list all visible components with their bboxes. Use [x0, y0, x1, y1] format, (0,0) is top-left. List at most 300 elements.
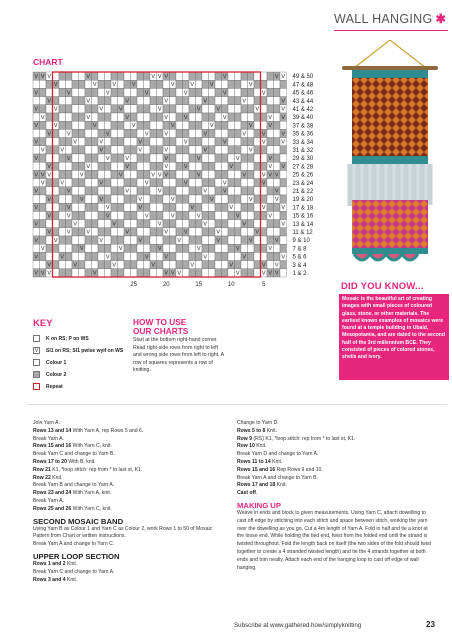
chart-slip-symbol: V [170, 270, 175, 277]
chart-cell [59, 228, 66, 236]
row-label: Rows 23 and 24 [33, 490, 72, 497]
chart-cell [254, 203, 261, 211]
chart-slip-symbol: V [34, 123, 39, 130]
chart-slip-symbol: V [242, 172, 247, 179]
chart-cell [189, 236, 196, 244]
chart-cell [183, 170, 190, 178]
chart-cell [46, 88, 53, 96]
chart-cell [209, 129, 216, 137]
chart-cell [118, 97, 125, 105]
chart-cell [98, 129, 105, 137]
chart-slip-symbol: V [209, 123, 214, 130]
chart-cell [170, 203, 177, 211]
chart-cell [261, 252, 268, 260]
chart-cell [111, 146, 118, 154]
chart-cell [53, 138, 60, 146]
chart-cell [228, 244, 235, 252]
chart-slip-symbol: V [268, 155, 273, 162]
chart-cell [163, 244, 170, 252]
chart-cell [196, 121, 203, 129]
chart-cell [209, 162, 216, 170]
chart-cell [241, 269, 248, 277]
chart-cell [92, 261, 99, 269]
chart-cell [267, 236, 274, 244]
chart-cell [157, 162, 164, 170]
chart-cell [33, 113, 40, 121]
chart-cell [189, 129, 196, 137]
chart-cell [228, 236, 235, 244]
chart-cell [137, 88, 144, 96]
chart-cell [124, 170, 131, 178]
chart-row-label: 37 & 38 [292, 123, 314, 130]
chart-cell [163, 80, 170, 88]
chart-cell [33, 179, 40, 187]
chart-cell [59, 269, 66, 277]
chart-cell [137, 170, 144, 178]
chart-slip-symbol: V [281, 73, 286, 80]
chart-cell [267, 187, 274, 195]
chart-cell [248, 170, 255, 178]
chart-cell [228, 138, 235, 146]
chart-cell [183, 105, 190, 113]
chart-slip-symbol: V [164, 164, 169, 171]
chart-cell [72, 236, 79, 244]
chart-cell [144, 72, 151, 80]
chart-cell [183, 121, 190, 129]
chart-cell [183, 220, 190, 228]
chart-cell [235, 252, 242, 260]
chart-slip-symbol: V [281, 139, 286, 146]
row-label: Rows 15 and 16 [33, 443, 72, 450]
chart-slip-symbol: V [274, 73, 279, 80]
chart-cell [183, 261, 190, 269]
chart-cell [53, 97, 60, 105]
chart-cell [274, 228, 281, 236]
chart-cell [53, 162, 60, 170]
chart-slip-symbol: V [203, 254, 208, 261]
chart-cell [202, 113, 209, 121]
chart-cell [137, 244, 144, 252]
chart-cell [163, 220, 170, 228]
chart-cell [33, 211, 40, 219]
chart-cell [222, 244, 229, 252]
chart-slip-symbol: V [47, 213, 52, 220]
chart-cell [118, 179, 125, 187]
chart-col-label: 20 [162, 282, 170, 288]
chart-cell [196, 138, 203, 146]
chart-slip-symbol: V [34, 106, 39, 113]
chart-cell [248, 269, 255, 277]
chart-cell [189, 195, 196, 203]
key-item-slip: V Sl1 on RS; Sl1 pwise wyif on WS [34, 348, 124, 355]
chart-cell [46, 244, 53, 252]
chart-cell [267, 72, 274, 80]
chart-cell [183, 244, 190, 252]
chart-slip-symbol: V [164, 229, 169, 236]
chart-cell [144, 105, 151, 113]
chart-cell [111, 113, 118, 121]
chart-cell [144, 170, 151, 178]
chart-cell [196, 162, 203, 170]
chart-cell [150, 97, 157, 105]
chart-slip-symbol: V [164, 131, 169, 138]
chart-cell [79, 154, 86, 162]
chart-cell [209, 97, 216, 105]
chart-cell [209, 138, 216, 146]
chart-cell [118, 80, 125, 88]
chart-cell [196, 203, 203, 211]
did-you-know-body: Mosaic is the beautiful art of creating images with small pieces of coloured glass, stone, or other materials. The earliest known examples of mosaics were found at a temple building in Ubaid, Mesopotamia, and are dated to the second half of the 3rd millennium BCE. They consisted of pieces of colored stones, shells and ivory. [342, 296, 446, 361]
chart-cell [248, 154, 255, 162]
chart-cell [189, 113, 196, 121]
chart-slip-symbol: V [248, 123, 253, 130]
chart-cell [124, 138, 131, 146]
chart-cell [66, 80, 73, 88]
chart-cell [131, 244, 138, 252]
mosaic-chart [28, 70, 328, 288]
chart-cell [118, 269, 125, 277]
chart-cell [137, 113, 144, 121]
chart-cell [196, 261, 203, 269]
chart-cell [202, 236, 209, 244]
chart-slip-symbol: V [86, 229, 91, 236]
chart-cell [189, 211, 196, 219]
instruction-line: Rows 13 and 14 With Yarn A, rep Rows 5 and 6. [33, 427, 144, 434]
chart-cell [215, 203, 222, 211]
chart-row-label: 17 & 18 [292, 205, 314, 212]
chart-slip-symbol: V [79, 246, 84, 253]
chart-cell [163, 211, 170, 219]
chart-cell [176, 228, 183, 236]
chart-cell [261, 220, 268, 228]
chart-cell [79, 97, 86, 105]
chart-cell [215, 88, 222, 96]
chart-cell [222, 121, 229, 129]
chart-cell [189, 179, 196, 187]
chart-cell [85, 187, 92, 195]
chart-cell [228, 252, 235, 260]
chart-cell [228, 121, 235, 129]
chart-cell [280, 154, 287, 162]
chart-cell [98, 88, 105, 96]
chart-cell [92, 88, 99, 96]
instruction-line: Break Yarn D and change to Yarn A. [237, 451, 319, 458]
chart-cell [176, 195, 183, 203]
chart-cell [40, 154, 47, 162]
chart-cell [183, 80, 190, 88]
chart-cell [261, 121, 268, 129]
chart-cell [92, 228, 99, 236]
chart-cell [85, 244, 92, 252]
chart-cell [157, 80, 164, 88]
chart-cell [228, 97, 235, 105]
instruction-line: Break Yarn C and change to Yarn A. [33, 568, 115, 575]
chart-cell [215, 162, 222, 170]
chart-slip-symbol: V [73, 221, 78, 228]
chart-slip-symbol: V [86, 73, 91, 80]
chart-cell [209, 203, 216, 211]
chart-cell [209, 261, 216, 269]
instruction-line: Row 9 (RS) K1, *loop stitch: rep from * to last st, K1. [237, 435, 356, 442]
row-label: Row 10 [237, 443, 255, 450]
chart-cell [274, 252, 281, 260]
chart-cell [222, 105, 229, 113]
chart-cell [124, 220, 131, 228]
instructions-left [33, 420, 228, 584]
chart-slip-symbol: V [138, 237, 143, 244]
chart-cell [118, 138, 125, 146]
chart-cell [59, 187, 66, 195]
chart-cell [40, 129, 47, 137]
chart-cell [209, 187, 216, 195]
chart-cell [92, 236, 99, 244]
chart-cell [235, 261, 242, 269]
chart-slip-symbol: V [112, 221, 117, 228]
chart-cell [196, 97, 203, 105]
chart-cell [66, 220, 73, 228]
chart-cell [196, 129, 203, 137]
chart-cell [274, 203, 281, 211]
chart-cell [170, 72, 177, 80]
instruction-line: Break Yarn A and change to Yarn C. [33, 541, 115, 548]
chart-cell [157, 228, 164, 236]
chart-cell [111, 162, 118, 170]
chart-row-label: 35 & 36 [292, 131, 314, 138]
chart-cell [111, 154, 118, 162]
chart-cell [137, 220, 144, 228]
chart-cell [53, 269, 60, 277]
chart-slip-symbol: V [242, 131, 247, 138]
chart-cell [137, 154, 144, 162]
chart-cell [59, 203, 66, 211]
chart-cell [111, 195, 118, 203]
chart-slip-symbol: V [209, 82, 214, 89]
chart-cell [124, 261, 131, 269]
chart-cell [235, 203, 242, 211]
chart-slip-symbol: V [105, 213, 110, 220]
chart-cell [111, 72, 118, 80]
chart-slip-symbol: V [99, 139, 104, 146]
chart-cell [241, 72, 248, 80]
chart-cell [72, 121, 79, 129]
chart-cell [228, 228, 235, 236]
chart-cell [59, 129, 66, 137]
chart-cell [144, 220, 151, 228]
chart-cell [46, 80, 53, 88]
chart-cell [150, 203, 157, 211]
chart-cell [183, 269, 190, 277]
chart-slip-symbol: V [196, 106, 201, 113]
chart-cell [228, 269, 235, 277]
chart-slip-symbol: V [99, 196, 104, 203]
chart-cell [118, 195, 125, 203]
chart-cell [40, 195, 47, 203]
chart-cell [170, 113, 177, 121]
chart-slip-symbol: V [34, 221, 39, 228]
chart-cell [137, 97, 144, 105]
chart-cell [98, 220, 105, 228]
chart-cell [209, 269, 216, 277]
chart-cell [209, 244, 216, 252]
chart-slip-symbol: V [34, 172, 39, 179]
chart-slip-symbol: V [144, 131, 149, 138]
chart-cell [124, 195, 131, 203]
chart-cell [131, 72, 138, 80]
chart-slip-symbol: V [66, 205, 71, 212]
chart-cell [176, 97, 183, 105]
chart-slip-symbol: V [118, 172, 123, 179]
chart-cell [248, 179, 255, 187]
chart-cell [59, 261, 66, 269]
chart-slip-symbol: V [261, 180, 266, 187]
chart-cell [124, 244, 131, 252]
chart-cell [274, 220, 281, 228]
chart-cell [150, 187, 157, 195]
chart-cell [105, 80, 112, 88]
chart-cell [254, 146, 261, 154]
chart-slip-symbol: V [222, 73, 227, 80]
chart-cell [66, 244, 73, 252]
chart-cell [209, 179, 216, 187]
chart-cell [33, 228, 40, 236]
chart-cell [105, 146, 112, 154]
chart-slip-symbol: V [53, 82, 58, 89]
chart-slip-symbol: V [138, 139, 143, 146]
chart-cell [137, 269, 144, 277]
chart-cell [274, 211, 281, 219]
chart-slip-symbol: V [190, 82, 195, 89]
chart-cell [33, 244, 40, 252]
chart-slip-symbol: V [99, 180, 104, 187]
chart-slip-symbol: V [235, 270, 240, 277]
instruction-line: Change to Yarn D. [237, 420, 279, 426]
chart-cell [66, 97, 73, 105]
chart-slip-symbol: V [170, 196, 175, 203]
chart-cell [209, 228, 216, 236]
chart-row-label: 15 & 16 [292, 213, 314, 220]
chart-cell [261, 228, 268, 236]
chart-cell [274, 121, 281, 129]
chart-cell [248, 105, 255, 113]
chart-cell [53, 88, 60, 96]
did-you-know-title: DID YOU KNOW... [341, 281, 424, 292]
chart-cell [72, 269, 79, 277]
chart-cell [150, 80, 157, 88]
chart-cell [40, 261, 47, 269]
chart-cell [280, 170, 287, 178]
chart-cell [267, 105, 274, 113]
chart-cell [163, 203, 170, 211]
chart-cell [98, 187, 105, 195]
chart-cell [228, 129, 235, 137]
chart-slip-symbol: V [268, 270, 273, 277]
row-label: Rows 1 and 2 [33, 560, 66, 567]
chart-slip-symbol: V [261, 270, 266, 277]
chart-cell [215, 72, 222, 80]
chart-cell [222, 228, 229, 236]
chart-cell [105, 187, 112, 195]
chart-cell [59, 162, 66, 170]
chart-cell [163, 261, 170, 269]
chart-slip-symbol: V [86, 98, 91, 105]
chart-cell [131, 105, 138, 113]
chart-cell [241, 162, 248, 170]
chart-cell [176, 72, 183, 80]
chart-cell [59, 88, 66, 96]
chart-cell [53, 170, 60, 178]
chart-cell [150, 211, 157, 219]
chart-cell [131, 88, 138, 96]
chart-cell [79, 129, 86, 137]
chart-cell [53, 252, 60, 260]
chart-cell [163, 179, 170, 187]
chart-cell [228, 211, 235, 219]
chart-cell [163, 121, 170, 129]
chart-cell [202, 88, 209, 96]
row-label: Rows 17 and 18 [237, 482, 276, 489]
chart-cell [241, 138, 248, 146]
chart-cell [170, 88, 177, 96]
chart-slip-symbol: V [138, 196, 143, 203]
chart-cell [98, 154, 105, 162]
chart-cell [222, 211, 229, 219]
chart-cell [235, 113, 242, 121]
chart-cell [202, 261, 209, 269]
chart-slip-symbol: V [216, 106, 221, 113]
chart-cell [170, 162, 177, 170]
chart-cell [170, 97, 177, 105]
chart-cell [163, 236, 170, 244]
chart-cell [254, 138, 261, 146]
chart-cell [92, 138, 99, 146]
chart-cell [209, 105, 216, 113]
chart-cell [144, 269, 151, 277]
chart-cell [261, 244, 268, 252]
chart-slip-symbol: V [144, 254, 149, 261]
chart-cell [144, 154, 151, 162]
chart-cell [235, 121, 242, 129]
chart-cell [248, 72, 255, 80]
chart-cell [72, 113, 79, 121]
chart-slip-symbol: V [66, 229, 71, 236]
instruction-line: Row 10 Knit. [237, 443, 267, 450]
chart-cell [105, 138, 112, 146]
chart-cell [176, 129, 183, 137]
chart-cell [235, 88, 242, 96]
chart-cell [118, 88, 125, 96]
chart-cell [189, 154, 196, 162]
chart-cell [183, 146, 190, 154]
chart-slip-symbol: V [196, 246, 201, 253]
chart-cell [66, 113, 73, 121]
chart-cell [248, 211, 255, 219]
section-header [334, 11, 448, 29]
chart-cell [111, 228, 118, 236]
chart-cell [59, 97, 66, 105]
section-divider [27, 404, 447, 405]
instruction-line: Row 21 K1, *loop stitch: rep from * to last st, K1. [33, 466, 143, 473]
chart-cell [105, 269, 112, 277]
chart-cell [254, 269, 261, 277]
chart-cell [196, 80, 203, 88]
chart-cell [228, 80, 235, 88]
chart-cell [261, 154, 268, 162]
chart-slip-symbol: V [183, 164, 188, 171]
chart-cell [202, 195, 209, 203]
chart-cell [59, 138, 66, 146]
chart-cell [157, 269, 164, 277]
chart-cell [85, 88, 92, 96]
